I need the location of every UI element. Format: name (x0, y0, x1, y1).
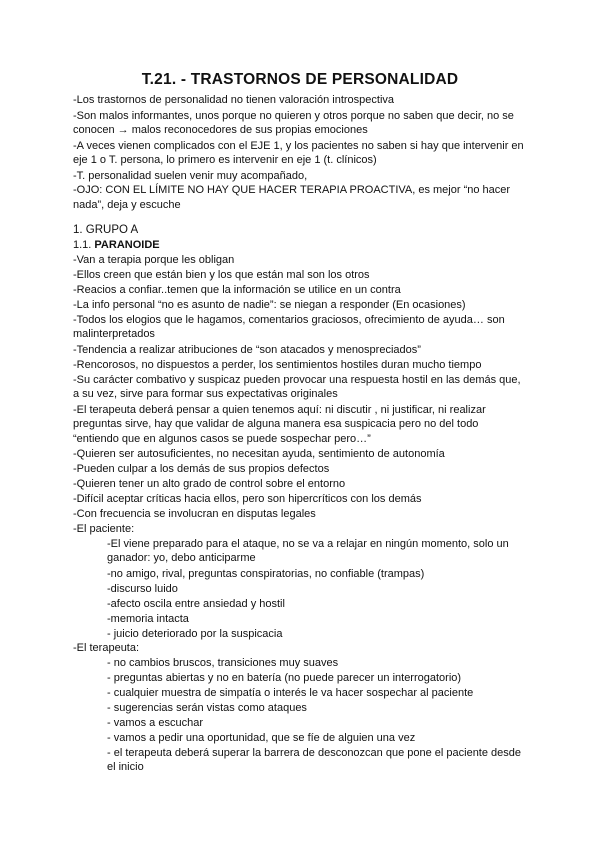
list-line: -Ellos creen que están bien y los que están mal son los otros (73, 269, 370, 281)
list-line: -Pueden culpar a los demás de sus propios defectos (73, 463, 330, 475)
list-line: -El terapeuta deberá pensar a quien tenemos aquí: ni discutir , ni justificar, ni realizar (73, 404, 486, 416)
intro-line: eje 1 o T. persona, lo primero es intervenir en eje 1 (t. clínicos) (73, 154, 377, 166)
terapeuta-item: - no cambios bruscos, transiciones muy suaves (107, 657, 339, 669)
subsection-heading (73, 239, 160, 252)
paciente-item: -El viene preparado para el ataque, no se va a relajar en ningún momento, solo un (107, 538, 509, 550)
intro-line: conocen → malos reconocedores de sus propias emociones (73, 124, 368, 136)
intro-line: -Los trastornos de personalidad no tienen valoración introspectiva (73, 94, 395, 106)
paciente-item: -afecto oscila entre ansiedad y hostil (107, 598, 285, 610)
paciente-item: - juicio deteriorado por la suspicacia (107, 628, 283, 640)
list-line: preguntas sirve, hay que validar de alguna manera esa suspicacia pero no del todo (73, 418, 479, 430)
paciente-item: -discurso luido (107, 583, 178, 595)
list-line: malinterpretados (73, 328, 155, 340)
list-line: -Su carácter combativo y suspicaz pueden provocar una respuesta hostil en las demás que, (73, 374, 521, 386)
page-title: T.21. - TRASTORNOS DE PERSONALIDAD (141, 71, 459, 88)
list-line: -Reacios a confiar..temen que la información se utilice en un contra (73, 284, 401, 296)
list-line: -Quieren tener un alto grado de control sobre el entorno (73, 478, 346, 490)
terapeuta-item: - cualquier muestra de simpatía o interés le va hacer sospechar al paciente (107, 687, 474, 699)
terapeuta-item: - sugerencias serán vistas como ataques (107, 702, 307, 714)
intro-line: -A veces vienen complicados con el EJE 1, y los pacientes no saben si hay que intervenir en (73, 140, 524, 152)
section-heading: 1. GRUPO A (73, 224, 139, 236)
intro-line: -OJO: CON EL LÍMITE NO HAY QUE HACER TERAPIA PROACTIVA, es mejor “no hacer (73, 184, 511, 196)
paciente-label: -El paciente: (73, 523, 135, 535)
paciente-item: -memoria intacta (107, 613, 189, 625)
terapeuta-item: - vamos a escuchar (107, 717, 203, 729)
list-line: -La info personal “no es asunto de nadie”: se niegan a responder (En ocasiones) (73, 299, 466, 311)
paciente-item: -no amigo, rival, preguntas conspiratorias, no confiable (trampas) (107, 568, 425, 580)
list-line: -Con frecuencia se involucran en disputas legales (73, 508, 316, 520)
terapeuta-item: el inicio (107, 761, 144, 773)
list-line: a su vez, sirve para formar sus expectativas originales (73, 388, 338, 400)
list-line: “entiendo que en algunos casos se puede sospechar pero…” (73, 433, 371, 445)
terapeuta-item: - preguntas abiertas y no en batería (no puede parecer un interrogatorio) (107, 672, 462, 684)
intro-line: -Son malos informantes, unos porque no quieren y otros porque no saben que decir, no se (73, 110, 514, 122)
intro-line: nada”, deja y escuche (73, 199, 181, 211)
list-line: -Van a terapia porque les obligan (73, 254, 235, 266)
subsection-number: 1.1. (73, 239, 95, 251)
terapeuta-item: - el terapeuta deberá superar la barrera de desconozcan que pone el paciente desde (107, 747, 522, 759)
list-line: -Quieren ser autosuficientes, no necesitan ayuda, sentimiento de autonomía (73, 448, 445, 460)
intro-line: -T. personalidad suelen venir muy acompañado, (73, 170, 308, 182)
list-line: -Todos los elogios que le hagamos, comentarios graciosos, ofrecimiento de ayuda… son (73, 314, 505, 326)
terapeuta-item: - vamos a pedir una oportunidad, que se fíe de alguien una vez (107, 732, 416, 744)
list-line: -Rencorosos, no dispuestos a perder, los sentimientos hostiles duran mucho tiempo (73, 359, 482, 371)
paciente-item: ganador: yo, debo anticiparme (107, 552, 256, 564)
list-line: -Tendencia a realizar atribuciones de “son atacados y menospreciados” (73, 344, 421, 356)
subsection-name: PARANOIDE (94, 239, 160, 251)
list-line: -Difícil aceptar críticas hacia ellos, pero son hipercríticos con los demás (73, 493, 422, 505)
terapeuta-label: -El terapeuta: (73, 642, 140, 654)
